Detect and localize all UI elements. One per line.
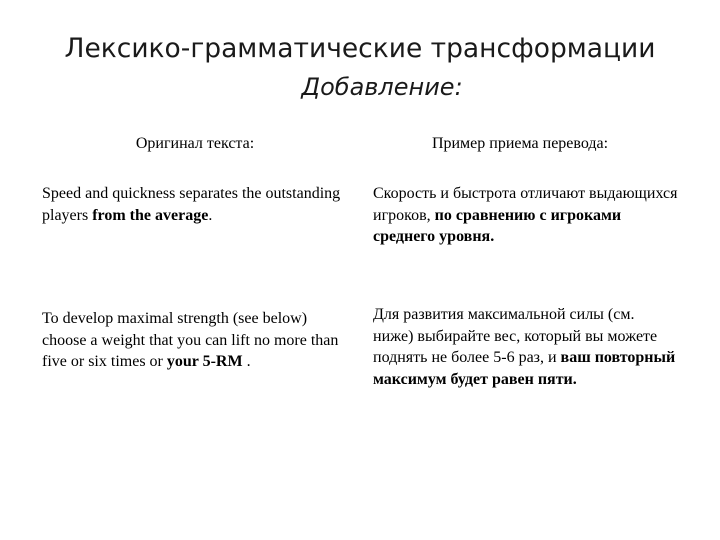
slide-subtitle: Добавление:	[301, 73, 463, 101]
column-header-original: Оригинал текста:	[135, 135, 255, 152]
emphasis-run: from the average	[92, 206, 209, 224]
text-run: Для развития максимальной силы (см. ниже) выбирайте вес, который вы можете поднять не более 5-6 раз, и	[373, 306, 658, 366]
text-run: Скорость и быстрота отличают выдающихся игроков,	[373, 185, 678, 224]
row-1-translation	[373, 183, 678, 248]
row-2-original	[42, 308, 352, 373]
slide-title: Лексико-грамматические трансформации	[64, 33, 656, 64]
emphasis-run: ваш повторный максимум будет равен пяти.	[373, 349, 676, 388]
emphasis-run: по сравнению с игроками среднего уровня.	[373, 206, 622, 245]
text-run: .	[208, 206, 213, 224]
text-run: Speed and quickness separates the outstanding players	[42, 185, 341, 224]
column-header-translation: Пример приема перевода:	[431, 135, 609, 152]
row-1-original	[42, 183, 352, 226]
row-2-translation	[373, 304, 678, 390]
text-run: To develop maximal strength (see below) choose a weight that you can lift no more than five or six times or	[42, 310, 339, 370]
emphasis-run: your 5-RM	[166, 353, 243, 370]
text-run: .	[242, 353, 251, 370]
